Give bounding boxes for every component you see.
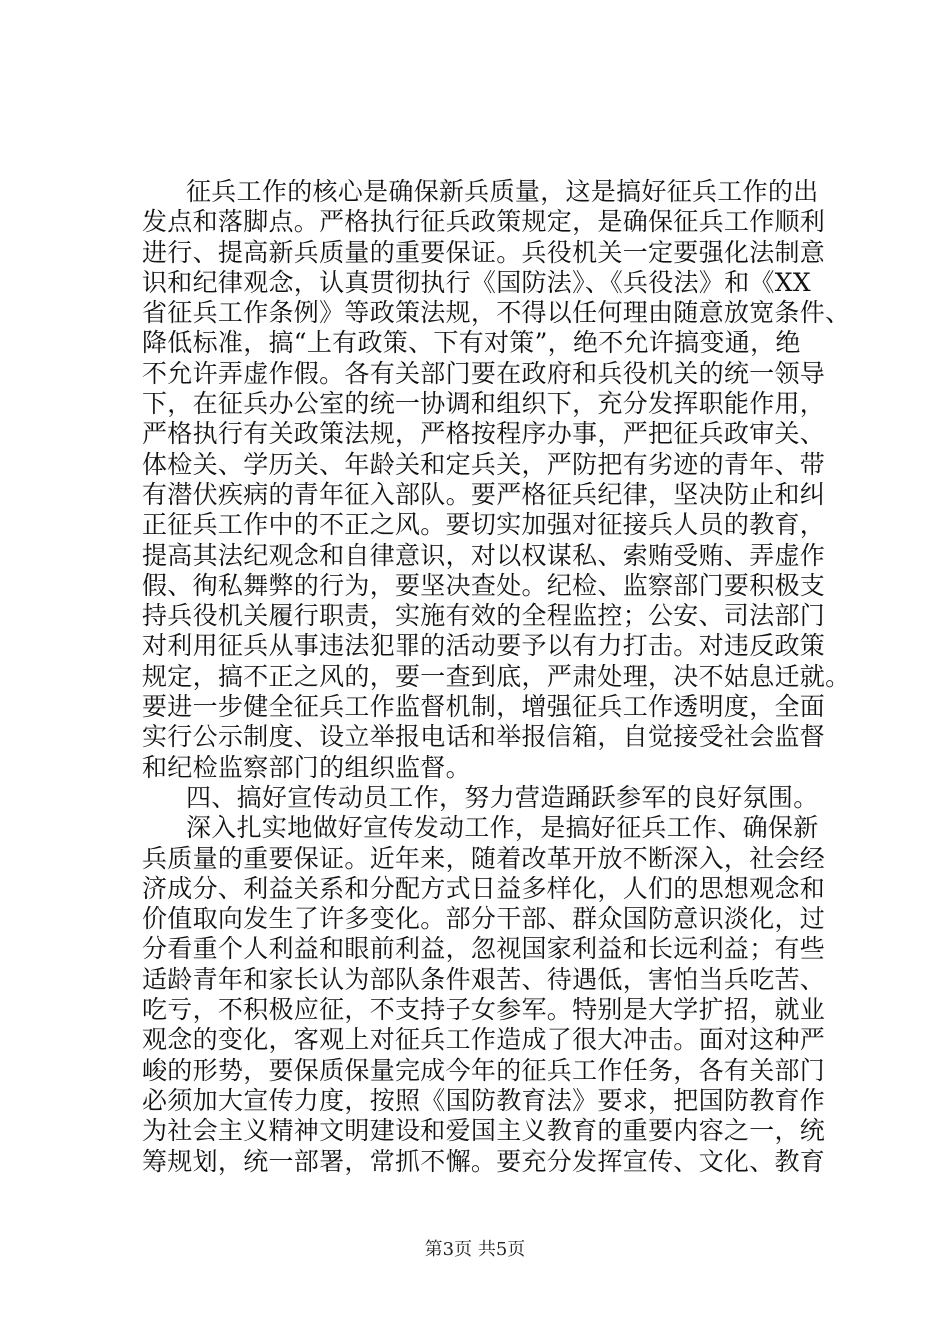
text-line: 征兵工作的核心是确保新兵质量，这是搞好征兵工作的出 [186, 177, 819, 206]
text-line: 实行公示制度、设立举报电话和举报信箱，自觉接受社会监督 [142, 722, 826, 752]
text-line: 观念的变化，客观上对征兵工作造成了很大冲击。面对这种严 [142, 1025, 826, 1055]
text-line: 分看重个人利益和眼前利益，忽视国家利益和长远利益；有些 [142, 934, 826, 964]
text-line: 识和纪律观念，认真贯彻执行《国防法》、《兵役法》和《XX [142, 267, 811, 297]
text-line: 价值取向发生了许多变化。部分干部、群众国防意识淡化，过 [142, 904, 826, 934]
text-line: 假、徇私舞弊的行为，要坚决查处。纪检、监察部门要积极支 [142, 570, 826, 600]
text-line: 峻的形势，要保质保量完成今年的征兵工作任务，各有关部门 [142, 1055, 826, 1085]
text-line: 吃亏，不积极应征，不支持子女参军。特别是大学扩招，就业 [142, 995, 826, 1025]
text-line: 要进一步健全征兵工作监督机制，增强征兵工作透明度，全面 [142, 692, 826, 722]
text-line: 兵质量的重要保证。近年来，随着改革开放不断深入，社会经 [142, 843, 826, 873]
page-footer: 第3页 共5页 [424, 1239, 526, 1260]
text-line: 有潜伏疾病的青年征入部队。要严格征兵纪律，坚决防止和纠 [142, 479, 826, 509]
text-line: 提高其法纪观念和自律意识，对以权谋私、索贿受贿、弄虚作 [142, 540, 826, 570]
text-line: 体检关、学历关、年龄关和定兵关，严防把有劣迹的青年、带 [142, 449, 826, 479]
text-line: 和纪检监察部门的组织监督。 [142, 752, 471, 782]
text-line: 必须加大宣传力度，按照《国防教育法》要求，把国防教育作 [142, 1085, 826, 1115]
text-line: 济成分、利益关系和分配方式日益多样化，人们的思想观念和 [142, 873, 826, 903]
text-line: 发点和落脚点。严格执行征兵政策规定，是确保征兵工作顺利 [142, 207, 826, 237]
text-line: 深入扎实地做好宣传发动工作，是搞好征兵工作、确保新 [186, 813, 819, 843]
text-line: 对利用征兵从事违法犯罪的活动要予以有力打击。对违反政策 [142, 631, 826, 661]
text-line: 适龄青年和家长认为部队条件艰苦、待遇低，害怕当兵吃苦、 [142, 964, 826, 994]
document-body [142, 177, 851, 1177]
text-line: 规定，搞不正之风的，要一查到底，严肃处理，决不姑息迁就。 [142, 661, 851, 691]
text-line: 省征兵工作条例》等政策法规，不得以任何理由随意放宽条件、 [142, 298, 851, 328]
text-line: 进行、提高新兵质量的重要保证。兵役机关一定要强化法制意 [142, 237, 826, 267]
text-line: 筹规划，统一部署，常抓不懈。要充分发挥宣传、文化、教育 [142, 1146, 826, 1176]
text-line: 不允许弄虚作假。各有关部门要在政府和兵役机关的统一领导 [142, 358, 826, 388]
text-line: 下，在征兵办公室的统一协调和组织下，充分发挥职能作用， [142, 389, 826, 419]
section-heading: 四、搞好宣传动员工作，努力营造踊跃参军的良好氛围。 [186, 782, 819, 812]
text-line: 严格执行有关政策法规，严格按程序办事，严把征兵政审关、 [142, 419, 826, 449]
text-line: 为社会主义精神文明建设和爱国主义教育的重要内容之一，统 [142, 1116, 826, 1146]
text-line: 持兵役机关履行职责，实施有效的全程监控；公安、司法部门 [142, 601, 826, 631]
text-line: 正征兵工作中的不正之风。要切实加强对征接兵人员的教育， [142, 510, 826, 540]
text-line: 降低标准，搞“上有政策、下有对策”，绝不允许搞变通，绝 [142, 328, 801, 358]
